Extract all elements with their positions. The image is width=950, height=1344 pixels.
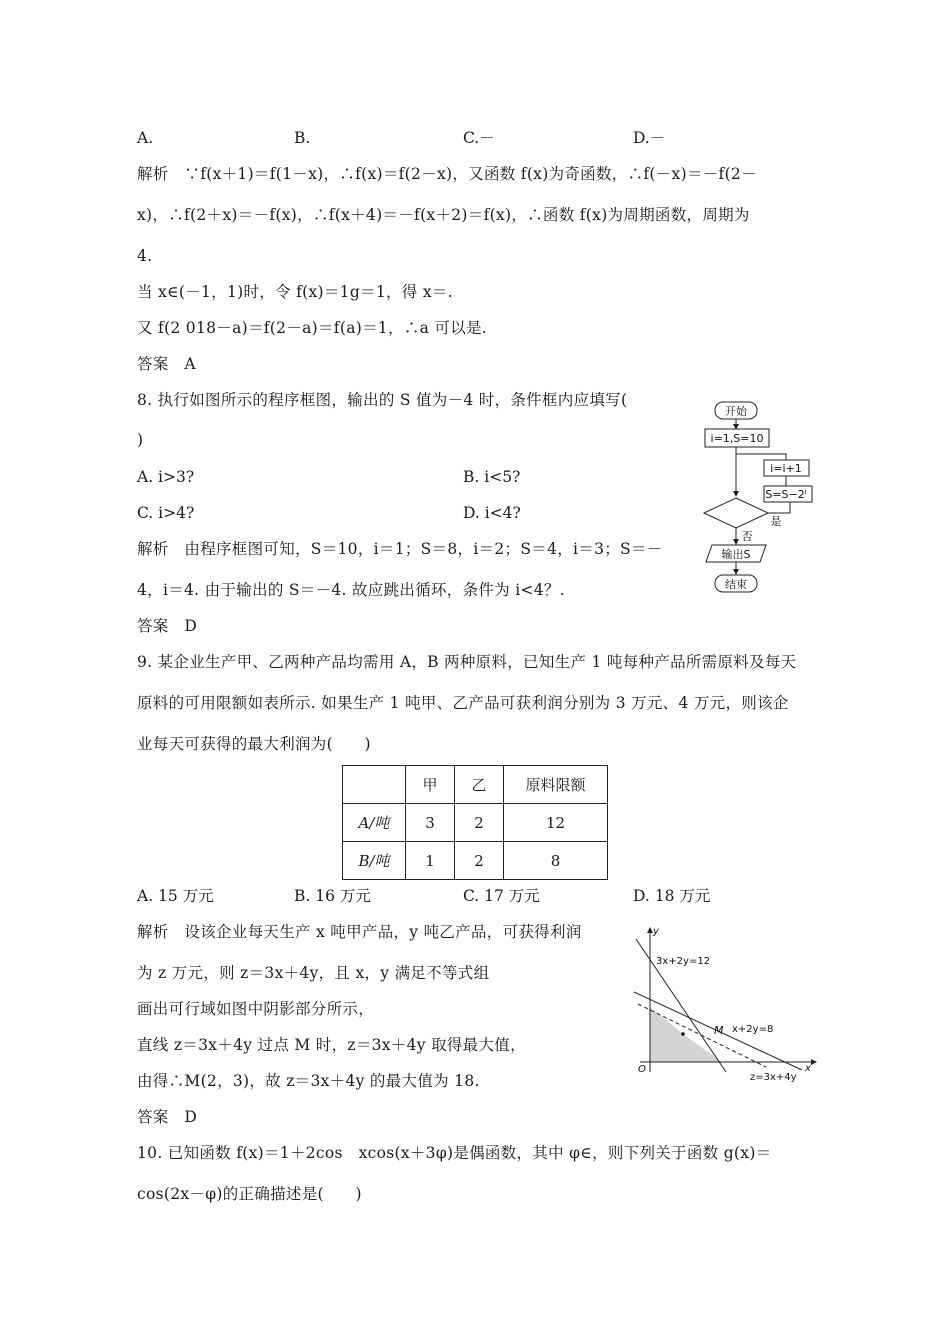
table-cell: 乙 — [455, 766, 504, 804]
feasible-region-graph — [626, 922, 822, 1084]
table-cell: 甲 — [406, 766, 455, 804]
table-cell: 1 — [406, 842, 455, 880]
flowchart-output-label: 输出S — [721, 548, 751, 561]
table-header-row — [343, 766, 608, 804]
flowchart-start-label: 开始 — [725, 405, 747, 418]
flowchart-inc-label: i=i+1 — [770, 462, 802, 475]
line1-label: 3x+2y=12 — [656, 956, 711, 967]
q8-option-b: B. i<5? — [463, 468, 521, 486]
q7-option-a: A. — [137, 129, 154, 147]
q9-solution-line: 画出可行域如图中阴影部分所示， — [137, 1000, 375, 1018]
feasible-region — [650, 1007, 722, 1062]
q7-solution-line: 4. — [137, 247, 153, 265]
q8-stem-cont: ) — [137, 431, 144, 449]
q9-stem-line: 9. 某企业生产甲、乙两种产品均需用 A，B 两种原料，已知生产 1 吨每种产品所需原料及每天 — [137, 653, 797, 671]
flowchart-update-label — [765, 488, 806, 501]
x-axis-label: x — [805, 1063, 811, 1074]
q9-solution-line: 为 z 万元，则 z＝3x＋4y，且 x，y 满足不等式组 — [137, 964, 490, 982]
table-cell: A/吨 — [343, 804, 406, 842]
q9-answer: 答案 D — [137, 1108, 198, 1126]
table-cell — [343, 766, 406, 804]
table-cell: 2 — [455, 804, 504, 842]
q8-solution-line: 4，i＝4. 由于输出的 S＝－4. 故应跳出循环，条件为 i<4？. — [137, 581, 565, 599]
table-cell: 8 — [504, 842, 608, 880]
q7-solution-line: 当 x∈(－1，1)时，令 f(x)＝1g＝1，得 x＝. — [137, 283, 453, 301]
objective-label: z=3x+4y — [750, 1072, 797, 1083]
q9-option-d: D. 18 万元 — [633, 887, 711, 905]
q7-solution-line: x)，∴f(2＋x)＝－f(x)，∴f(x＋4)＝－f(x＋2)＝f(x)，∴函数 f(x)为周期函数，周期为 — [137, 206, 750, 224]
flowchart-condition-diamond — [704, 498, 768, 528]
y-axis-label: y — [653, 926, 659, 937]
q9-option-a: A. 15 万元 — [137, 887, 214, 905]
q8-solution-line: 解析 由程序框图可知，S＝10，i＝1；S＝8，i＝2；S＝4，i＝3；S＝－ — [137, 540, 663, 558]
q8-stem: 8. 执行如图所示的程序框图，输出的 S 值为－4 时，条件框内应填写( — [137, 391, 628, 409]
flowchart-update-text: S=S−2 — [765, 488, 805, 501]
table-row — [343, 842, 608, 880]
q7-option-c: C.－ — [463, 129, 495, 147]
q9-stem-line: 业每天可获得的最大利润为( ) — [137, 735, 371, 753]
flowchart — [700, 398, 820, 598]
table-cell: 12 — [504, 804, 608, 842]
flowchart-end-label: 结束 — [725, 578, 747, 591]
q7-option-d: D.－ — [633, 129, 666, 147]
q8-option-c: C. i>4? — [137, 504, 195, 522]
q7-solution-line: 解析 ∵f(x＋1)＝f(1－x)，∴f(x)＝f(2－x)，又函数 f(x)为奇函数，∴f(－x)＝－f(2－ — [137, 165, 757, 183]
q10-stem-line: 10. 已知函数 f(x)＝1＋2cos xcos(x＋3φ)是偶函数，其中 φ∈，则下列关于函数 g(x)＝ — [137, 1144, 772, 1162]
q7-option-b: B. — [294, 129, 311, 147]
flowchart-update-exponent: i — [804, 488, 807, 496]
flowchart-init-label: i=1,S=10 — [710, 432, 764, 445]
q9-option-b: B. 16 万元 — [294, 887, 371, 905]
point-m-label: M — [714, 1024, 724, 1037]
q9-table — [342, 765, 608, 880]
q9-solution-line: 直线 z＝3x＋4y 过点 M 时，z＝3x＋4y 取得最大值， — [137, 1036, 526, 1054]
q10-stem-line: cos(2x－φ)的正确描述是( ) — [137, 1185, 362, 1203]
flowchart-yes-label: 是 — [770, 515, 782, 528]
q7-solution-line: 又 f(2 018－a)＝f(2－a)＝f(a)＝1，∴a 可以是. — [137, 319, 488, 337]
q9-solution-line: 解析 设该企业每天生产 x 吨甲产品，y 吨乙产品，可获得利润 — [137, 923, 582, 941]
q7-answer: 答案 A — [137, 355, 196, 373]
q8-answer: 答案 D — [137, 617, 198, 635]
q9-option-c: C. 17 万元 — [463, 887, 540, 905]
table-row — [343, 804, 608, 842]
flowchart-no-label: 否 — [741, 530, 753, 543]
table-cell: 2 — [455, 842, 504, 880]
table-cell: 原料限额 — [504, 766, 608, 804]
line2-label: x+2y=8 — [732, 1024, 774, 1035]
q9-solution-line: 由得∴M(2，3)，故 z＝3x＋4y 的最大值为 18. — [137, 1072, 480, 1090]
table-cell: B/吨 — [343, 842, 406, 880]
table-cell: 3 — [406, 804, 455, 842]
point-m — [681, 1032, 685, 1036]
q8-option-a: A. i>3? — [137, 468, 195, 486]
q8-option-d: D. i<4? — [463, 504, 521, 522]
q9-stem-line: 原料的可用限额如表所示. 如果生产 1 吨甲、乙产品可获利润分别为 3 万元、4 万元，则该企 — [137, 694, 789, 712]
origin-label: O — [638, 1064, 646, 1075]
